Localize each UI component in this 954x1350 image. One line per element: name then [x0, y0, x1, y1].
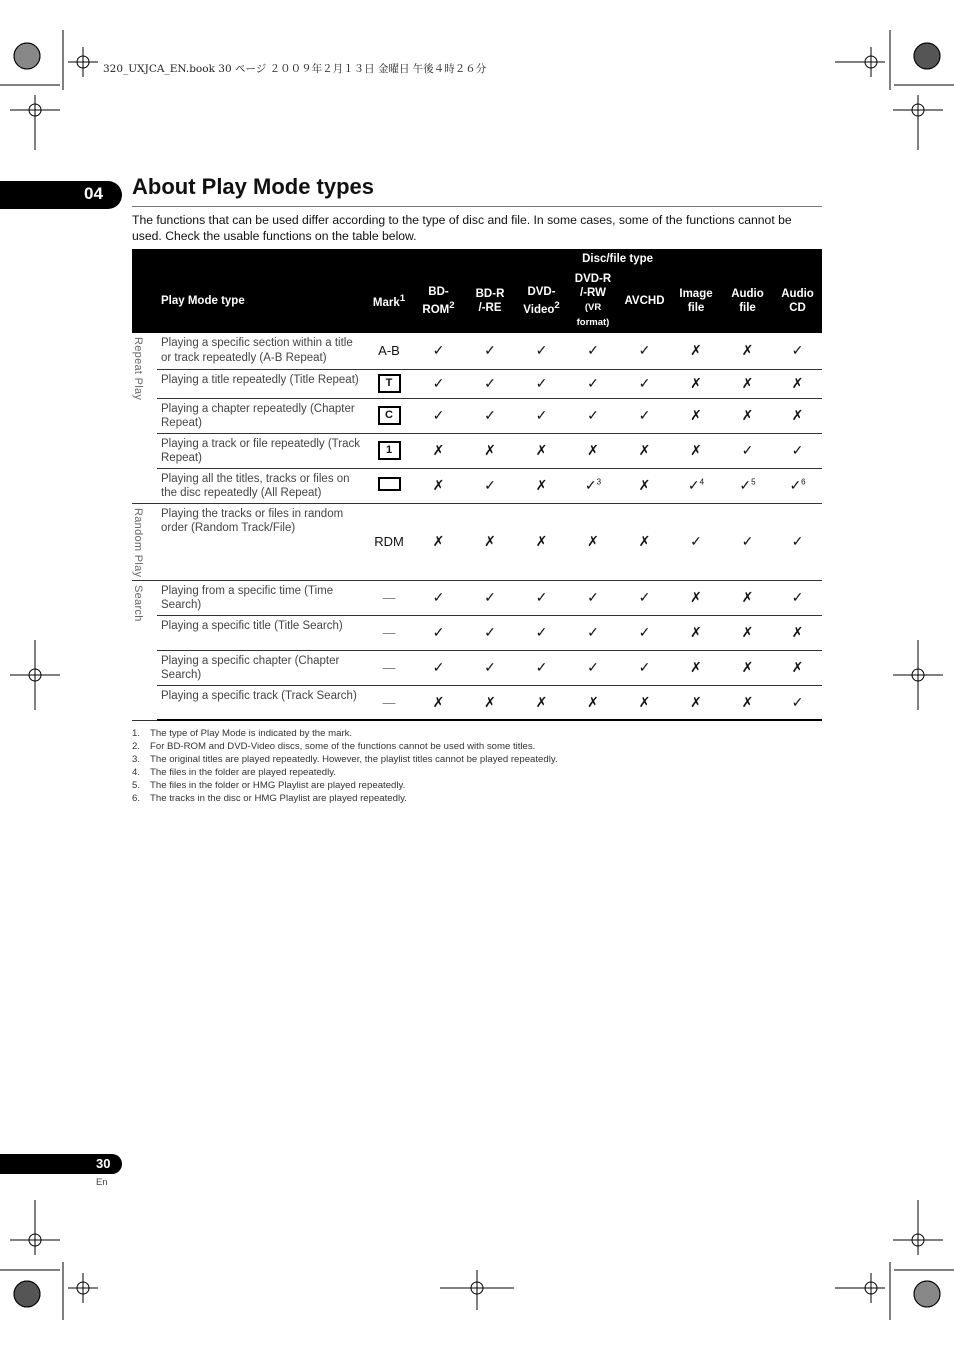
mark-text: —	[382, 590, 396, 605]
availability-cell	[413, 615, 464, 650]
cross-icon: ✗	[432, 477, 445, 493]
check-icon: ✓	[791, 693, 804, 710]
check-icon: ✓	[535, 624, 548, 640]
check-icon: ✓	[587, 624, 599, 640]
cross-icon: ✗	[432, 693, 445, 710]
availability-cell	[413, 580, 464, 615]
check-icon: ✓	[535, 407, 548, 423]
play-mode-description: Playing a chapter repeatedly (Chapter Repeat)	[157, 398, 365, 433]
cross-icon: ✗	[741, 375, 754, 391]
availability-cell	[516, 333, 567, 369]
check-icon: ✓	[587, 589, 599, 605]
footnote-ref: 6	[801, 477, 806, 487]
availability-cell	[722, 685, 773, 720]
group-label-cell	[132, 580, 157, 720]
availability-cell	[516, 433, 567, 468]
availability-cell	[516, 685, 567, 720]
cross-icon: ✗	[690, 407, 702, 423]
chapter-number: 04	[84, 184, 103, 203]
availability-cell	[773, 468, 822, 503]
availability-cell	[619, 580, 670, 615]
footnote	[132, 753, 558, 766]
check-icon: ✓	[432, 375, 445, 391]
mark-header	[365, 269, 413, 333]
availability-cell	[619, 468, 670, 503]
check-icon: ✓	[587, 375, 599, 391]
group-label: Search	[132, 584, 144, 622]
page-number: 30	[96, 1156, 111, 1171]
repeat-mode-icon: 1	[378, 441, 401, 460]
footnote	[132, 740, 558, 753]
availability-cell	[464, 580, 516, 615]
availability-cell	[619, 615, 670, 650]
column-header: Audio file	[722, 269, 773, 333]
repeat-mode-icon: T	[378, 374, 401, 393]
availability-cell	[619, 650, 670, 685]
check-icon: ✓	[739, 477, 752, 493]
play-mode-description: Playing a specific chapter (Chapter Search)	[157, 650, 365, 685]
cross-icon: ✗	[535, 477, 548, 493]
mark-cell	[365, 615, 413, 650]
availability-cell	[516, 580, 567, 615]
play-mode-description: Playing the tracks or files in random order (Random Track/File)	[157, 503, 365, 580]
check-icon: ✓	[638, 375, 651, 391]
check-icon: ✓	[638, 624, 651, 640]
availability-cell	[567, 333, 619, 369]
availability-cell	[773, 580, 822, 615]
cross-icon: ✗	[690, 659, 702, 675]
check-icon: ✓	[484, 589, 496, 605]
column-header: AVCHD	[619, 269, 670, 333]
cross-icon: ✗	[432, 533, 445, 549]
availability-cell	[722, 615, 773, 650]
header-blank	[132, 249, 413, 269]
check-icon: ✓	[638, 342, 651, 359]
availability-cell	[670, 503, 722, 580]
availability-cell	[516, 503, 567, 580]
column-header: Audio CD	[773, 269, 822, 333]
availability-cell	[464, 650, 516, 685]
table-row	[132, 685, 822, 720]
availability-cell	[567, 398, 619, 433]
availability-cell	[464, 433, 516, 468]
availability-cell	[773, 685, 822, 720]
check-icon: ✓	[484, 375, 496, 391]
footnote-number: 2.	[132, 741, 141, 752]
mark-cell	[365, 650, 413, 685]
mark-cell	[365, 369, 413, 398]
mark-cell	[365, 685, 413, 720]
footnote-ref: 5	[751, 477, 756, 487]
availability-cell	[619, 503, 670, 580]
check-icon: ✓	[587, 659, 599, 675]
footnote-number: 5.	[132, 780, 141, 791]
check-icon: ✓	[638, 407, 651, 423]
check-icon: ✓	[535, 589, 548, 605]
check-icon: ✓	[432, 342, 445, 359]
availability-cell	[516, 650, 567, 685]
check-icon: ✓	[484, 659, 496, 675]
availability-cell	[516, 615, 567, 650]
play-mode-description: Playing all the titles, tracks or files on the disc repeatedly (All Repeat)	[157, 468, 365, 503]
page-title: About Play Mode types	[132, 174, 375, 199]
column-header: DVD- Video$^2$	[516, 269, 567, 333]
intro-paragraph: The functions that can be used differ according to the type of disc and file. In some cases, some of the functions cannot be used. Check the usable functions on the table below.	[132, 213, 792, 243]
availability-cell	[567, 650, 619, 685]
availability-cell	[464, 398, 516, 433]
play-mode-description: Playing a track or file repeatedly (Track Repeat)	[157, 433, 365, 468]
table-row	[132, 615, 822, 650]
cross-icon: ✗	[690, 589, 702, 605]
cross-icon: ✗	[535, 442, 548, 458]
check-icon: ✓	[690, 533, 702, 549]
page-language: En	[96, 1177, 108, 1188]
availability-cell	[464, 685, 516, 720]
mark-cell	[365, 580, 413, 615]
availability-cell	[567, 685, 619, 720]
check-icon: ✓	[638, 659, 651, 675]
mark-text: —	[382, 694, 396, 710]
availability-cell	[670, 468, 722, 503]
footnote-text: The files in the folder or HMG Playlist are played repeatedly.	[150, 780, 406, 791]
mark-cell	[365, 398, 413, 433]
mark-text: —	[382, 625, 396, 640]
table-row	[132, 650, 822, 685]
availability-cell	[670, 615, 722, 650]
cross-icon: ✗	[535, 533, 548, 549]
mark-header-sup: 1	[399, 293, 406, 305]
availability-cell	[464, 615, 516, 650]
cross-icon: ✗	[791, 659, 804, 675]
table-row	[132, 468, 822, 503]
availability-cell	[773, 398, 822, 433]
availability-cell	[464, 468, 516, 503]
check-icon: ✓	[741, 442, 754, 458]
footnote-ref: 3	[596, 477, 602, 487]
availability-cell	[567, 503, 619, 580]
all-repeat-icon	[378, 477, 401, 491]
availability-cell	[773, 615, 822, 650]
footnote	[132, 727, 558, 740]
check-icon: ✓	[791, 589, 804, 605]
table-row	[132, 433, 822, 468]
column-header: Image file	[670, 269, 722, 333]
availability-cell	[773, 650, 822, 685]
mark-cell	[365, 503, 413, 580]
check-icon: ✓	[484, 477, 496, 493]
check-icon: ✓	[791, 342, 804, 359]
footnotes	[132, 727, 558, 805]
availability-cell	[464, 333, 516, 369]
check-icon: ✓	[587, 342, 599, 359]
footnote-text: The type of Play Mode is indicated by the mark.	[150, 728, 353, 739]
footnote-text: The files in the folder are played repeatedly.	[150, 767, 336, 778]
availability-cell	[773, 369, 822, 398]
footnote-ref: 4	[699, 477, 705, 487]
availability-cell	[722, 398, 773, 433]
table-row	[132, 398, 822, 433]
check-icon: ✓	[791, 442, 804, 458]
check-icon: ✓	[741, 533, 754, 549]
mark-text: —	[382, 660, 396, 675]
check-icon: ✓	[584, 477, 597, 493]
table-row	[132, 333, 822, 369]
play-mode-description: Playing a specific title (Title Search)	[157, 615, 365, 650]
availability-cell	[567, 369, 619, 398]
footnote-number: 4.	[132, 767, 141, 778]
availability-cell	[413, 503, 464, 580]
check-icon: ✓	[535, 659, 548, 675]
chapter-tab	[0, 181, 122, 209]
availability-cell	[567, 615, 619, 650]
print-header: 320_UXJCA_EN.book 30 ページ ２００９年２月１３日 金曜日 午後４時２６分	[103, 63, 487, 75]
group-label: Random Play	[132, 507, 144, 577]
availability-cell	[670, 333, 722, 369]
cross-icon: ✗	[741, 342, 754, 359]
availability-cell	[722, 468, 773, 503]
availability-cell	[670, 433, 722, 468]
check-icon: ✓	[484, 342, 496, 359]
availability-cell	[670, 369, 722, 398]
availability-cell	[722, 369, 773, 398]
footnote-text: The tracks in the disc or HMG Playlist are played repeatedly.	[150, 793, 407, 804]
check-icon: ✓	[432, 407, 445, 423]
availability-cell	[773, 333, 822, 369]
availability-cell	[464, 369, 516, 398]
check-icon: ✓	[484, 624, 496, 640]
check-icon: ✓	[432, 659, 445, 675]
check-icon: ✓	[432, 624, 445, 640]
check-icon: ✓	[687, 477, 700, 493]
footnote-text: For BD-ROM and DVD-Video discs, some of the functions cannot be used with some titles.	[150, 741, 536, 752]
mark-cell	[365, 333, 413, 369]
availability-cell	[464, 503, 516, 580]
availability-cell	[670, 650, 722, 685]
cross-icon: ✗	[484, 533, 496, 549]
play-mode-table	[132, 249, 822, 721]
availability-cell	[567, 433, 619, 468]
cross-icon: ✗	[690, 342, 702, 359]
cross-icon: ✗	[535, 693, 548, 710]
availability-cell	[722, 433, 773, 468]
availability-cell	[413, 433, 464, 468]
group-label-cell	[132, 333, 157, 503]
cross-icon: ✗	[741, 407, 754, 423]
availability-cell	[722, 650, 773, 685]
check-icon: ✓	[789, 477, 802, 493]
availability-cell	[413, 369, 464, 398]
availability-cell	[413, 398, 464, 433]
availability-cell	[413, 650, 464, 685]
cross-icon: ✗	[690, 624, 702, 640]
availability-cell	[773, 433, 822, 468]
cross-icon: ✗	[638, 477, 651, 493]
availability-cell	[722, 580, 773, 615]
footnote	[132, 792, 558, 805]
play-mode-type-header: Play Mode type	[132, 269, 365, 333]
cross-icon: ✗	[690, 375, 702, 391]
cross-icon: ✗	[791, 375, 804, 391]
availability-cell	[619, 685, 670, 720]
check-icon: ✓	[535, 342, 548, 359]
availability-cell	[413, 685, 464, 720]
play-mode-description: Playing a specific track (Track Search)	[157, 685, 365, 720]
mark-text: RDM	[374, 534, 404, 549]
group-label-cell	[132, 503, 157, 580]
availability-cell	[619, 398, 670, 433]
cross-icon: ✗	[791, 624, 804, 640]
availability-cell	[516, 369, 567, 398]
footnote	[132, 766, 558, 779]
availability-cell	[516, 398, 567, 433]
group-label: Repeat Play	[132, 337, 144, 401]
cross-icon: ✗	[741, 624, 754, 640]
availability-cell	[619, 369, 670, 398]
table-row	[132, 580, 822, 615]
cross-icon: ✗	[484, 693, 496, 710]
footnote	[132, 779, 558, 792]
check-icon: ✓	[791, 533, 804, 549]
cross-icon: ✗	[638, 442, 651, 458]
cross-icon: ✗	[484, 442, 496, 458]
title-divider	[132, 206, 822, 207]
cross-icon: ✗	[638, 533, 651, 549]
cross-icon: ✗	[638, 693, 651, 710]
cross-icon: ✗	[587, 442, 599, 458]
availability-cell	[670, 580, 722, 615]
cross-icon: ✗	[741, 589, 754, 605]
mark-text: A-B	[378, 343, 400, 359]
cross-icon: ✗	[587, 693, 599, 710]
cross-icon: ✗	[587, 533, 599, 549]
column-header: BD- ROM$^2$	[413, 269, 464, 333]
footnote-number: 3.	[132, 754, 141, 765]
availability-cell	[567, 580, 619, 615]
availability-cell	[567, 468, 619, 503]
availability-cell	[722, 503, 773, 580]
footnote-number: 6.	[132, 793, 141, 804]
check-icon: ✓	[484, 407, 496, 423]
repeat-mode-icon: C	[378, 406, 401, 425]
column-header: BD-R /-RE	[464, 269, 516, 333]
table-row	[132, 503, 822, 580]
availability-cell	[516, 468, 567, 503]
table-row	[132, 369, 822, 398]
availability-cell	[413, 468, 464, 503]
cross-icon: ✗	[791, 407, 804, 423]
footnote-number: 1.	[132, 728, 141, 739]
availability-cell	[619, 433, 670, 468]
play-mode-description: Playing from a specific time (Time Search)	[157, 580, 365, 615]
disc-file-type-header: Disc/file type	[413, 249, 822, 269]
availability-cell	[670, 685, 722, 720]
check-icon: ✓	[587, 407, 599, 423]
cross-icon: ✗	[690, 442, 702, 458]
check-icon: ✓	[535, 375, 548, 391]
column-header: DVD-R /-RW (VR format)	[567, 269, 619, 333]
cross-icon: ✗	[690, 693, 702, 710]
cross-icon: ✗	[741, 693, 754, 710]
play-mode-description: Playing a specific section within a title or track repeatedly (A-B Repeat)	[157, 333, 365, 369]
availability-cell	[619, 333, 670, 369]
availability-cell	[413, 333, 464, 369]
mark-header-label: Mark	[372, 296, 400, 309]
footnote-text: The original titles are played repeatedly. However, the playlist titles cannot be played repeatedly.	[150, 754, 558, 765]
check-icon: ✓	[432, 589, 445, 605]
mark-cell	[365, 433, 413, 468]
availability-cell	[773, 503, 822, 580]
play-mode-description: Playing a title repeatedly (Title Repeat)	[157, 369, 365, 398]
cross-icon: ✗	[432, 442, 445, 458]
availability-cell	[670, 398, 722, 433]
check-icon: ✓	[638, 589, 651, 605]
mark-cell	[365, 468, 413, 503]
availability-cell	[722, 333, 773, 369]
cross-icon: ✗	[741, 659, 754, 675]
